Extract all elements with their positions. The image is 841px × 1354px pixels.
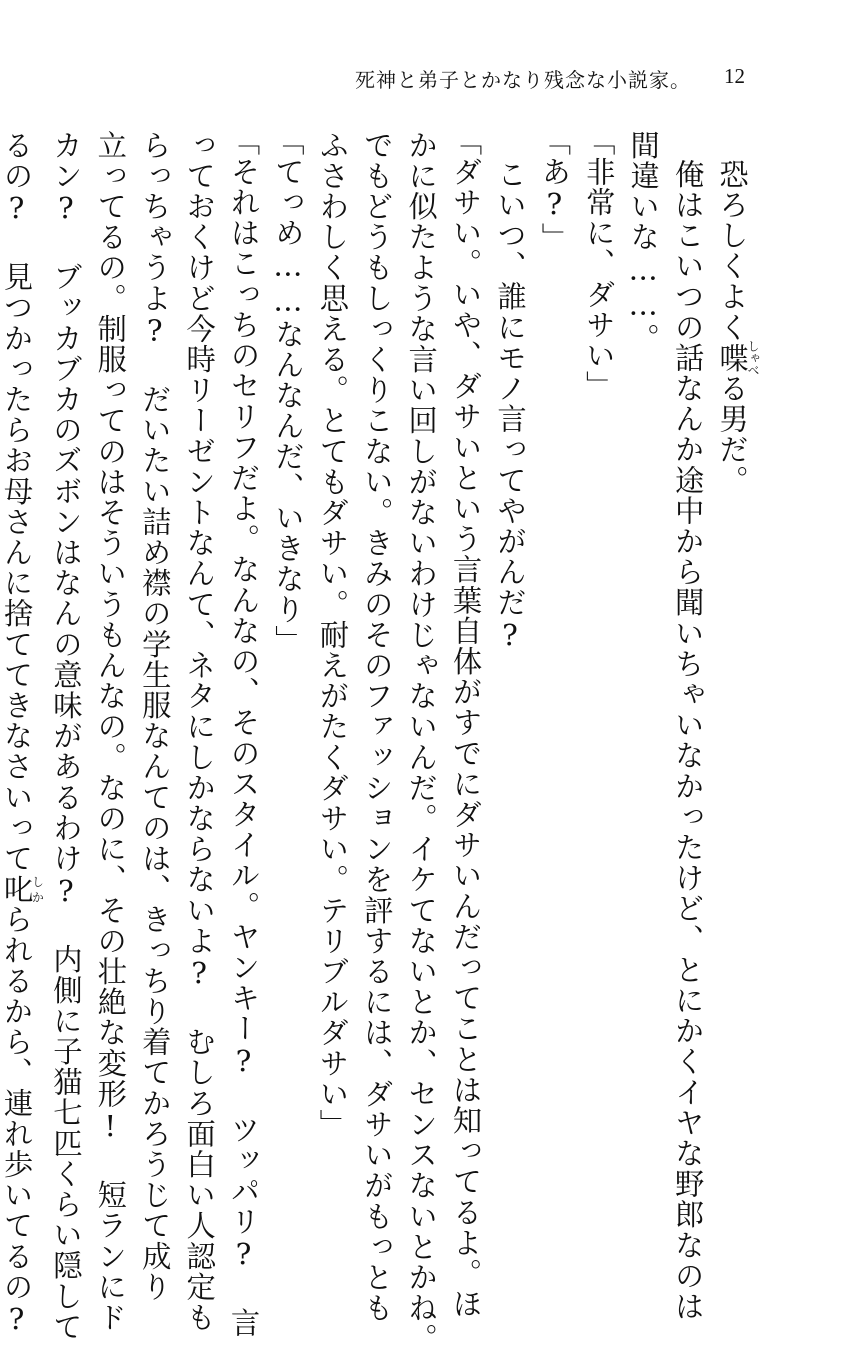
text-line-17: るの? 見つかったらお母さんに捨ててきなさいって叱しかられるから、連れ歩いてるの? xyxy=(0,130,45,1338)
text-line-5: 「あ?」 xyxy=(537,126,572,254)
text-line-16: カン? ブッカブカのズボンはなんの意味があるわけ? 内側に子猫七匹くらい隠して xyxy=(48,130,83,1343)
text-line-6: こいつ、誰にモノ言ってやがんだ? xyxy=(492,159,527,654)
text-line-7: 「ダサい。いや、ダサいという言葉自体がすでにダサいんだってことは知ってるよ。ほ xyxy=(448,126,483,1320)
text-line-1: 恐ろしくよく喋しゃべる男だ。 xyxy=(715,159,760,496)
text-line-15: 立ってるの。制服ってのはそういうもんなの。なのに、その壮絶な変形! 短ランにド xyxy=(93,130,128,1333)
text-line-13: っておくけど今時リーゼントなんて、ネタにしかならないよ? むしろ面白い人認定も xyxy=(182,130,217,1333)
text-line-14: らっちゃうよ? だいたい詰め襟の学生服なんてのは、きっちり着てかろうじて成り xyxy=(137,130,172,1303)
text-line-10: ふさわしく思える。とてもダサい。耐えがたくダサい。テリブルダサい」 xyxy=(315,130,350,1140)
text-line-8: かに似たような言い回しがないわけじゃないんだ。イケてないとか、センスないとかね。 xyxy=(404,130,439,1354)
text-line-3: 間違いな……。 xyxy=(626,130,661,354)
running-header xyxy=(0,64,841,94)
vertical-text-body xyxy=(0,126,760,1354)
text-line-4: 「非常に、ダサい」 xyxy=(581,126,616,402)
text-line-11: 「てっめ……なんなんだ、いきなり」 xyxy=(270,126,305,656)
ruby-shabe: 喋しゃべ xyxy=(715,339,760,376)
text-line-12: 「それはこっちのセリフだよ。なんなの、そのスタイル。ヤンキー? ツッパリ? 言 xyxy=(226,126,261,1339)
page-number: 12 xyxy=(724,64,745,88)
text-line-9: でもどうもしっくりこない。きみのそのファッションを評するには、ダサいがもっとも xyxy=(359,130,394,1324)
book-title: 死神と弟子とかなり残念な小説家。 xyxy=(355,68,691,92)
text-line-2: 俺はこいつの話なんか途中から聞いちゃいなかったけど、とにかくイヤな野郎なのは xyxy=(670,159,705,1322)
ruby-shika: 叱しか xyxy=(0,873,45,905)
